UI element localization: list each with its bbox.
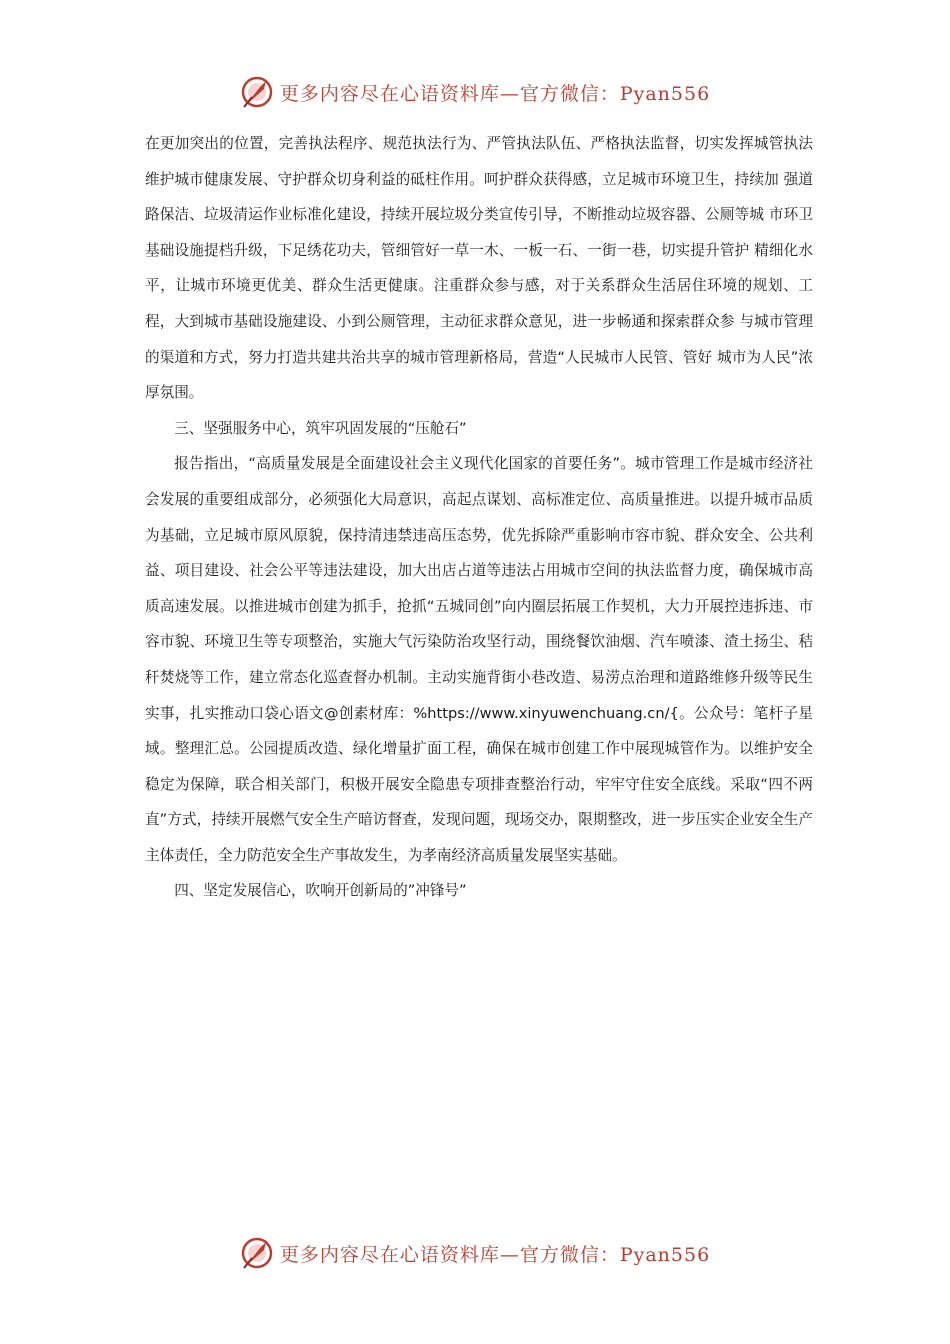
footer-banner bbox=[0, 1233, 950, 1273]
paragraph-2: 报告指出，“高质量发展是全面建设社会主义现代化国家的首要任务”。城市管理工作是城市经济社会发展的重要组成部分，必须强化大局意识，高起点谋划、高标准定位、高质量推进。以提升城市品质为基础，立足城市原风原貌，保持清违禁违高压态势，优先拆除严重影响市容市貌、群众安全、公共利益、项目建设、社会公平等违法建设，加大出店占道等违法占用城市空间的执法监督力度，确保城市高质高速发展。以推进城市创建为抓手，抢抓“五城同创”向内圈层拓展工作契机，大力开展控违拆违、市容市貌、环境卫生等专项整治，实施大气污染防治攻坚行动，围绕餐饮油烟、汽车喷漆、渣土扬尘、秸秆焚烧等工作，建立常态化巡查督办机制。主动实施背街小巷改造、易涝点治理和道路维修升级等民生实事，扎实推动口袋心语文@创素材库：%https://www.xinyuwenchuang.cn/{。公众号：笔杆子星域。整理汇总。公园提质改造、绿化增量扩面工程，确保在城市创建工作中展现城管作为。以维护安全稳定为保障，联合相关部门，积极开展安全隐患专项排查整治行动，牢牢守住安全底线。采取“四不两直”方式，持续开展燃气安全生产暗访督查，发现问题，现场交办，限期整改，进一步压实企业安全生产主体责任，全力防范安全生产事故发生，为孝南经济高质量发展坚实基础。 bbox=[145, 455, 813, 864]
section-heading-3: 三、坚强服务中心，筑牢巩固发展的“压舱石” bbox=[174, 419, 467, 437]
header-banner-text: 更多内容尽在心语资料库—官方微信：Pyan556 bbox=[279, 82, 711, 105]
header-banner bbox=[0, 72, 950, 112]
paragraph-1: 在更加突出的位置，完善执法程序、规范执法行为、严管执法队伍、严格执法监督，切实发挥城管执法维护城市健康发展、守护群众切身利益的砥柱作用。呵护群众获得感，立足城市环境卫生，持续加 强道路保洁、垃圾清运作业标准化建设，持续开展垃圾分类宣传引导，不断推动垃圾容器、公厕等城 市环卫基础设施提档升级，下足绣花功夫，管细管好一草一木、一板一石、一街一巷，切实提升管护 精细化水平，让城市环境更优美、群众生活更健康。注重群众参与感，对于关系群众生活居住环境的规划、工程，大到城市基础设施建设、小到公厕管理，主动征求群众意见，进一步畅通和探索群众参 与城市管理的渠道和方式，努力打造共建共治共享的城市管理新格局，营造“人民城市人民管、管好 城市为人民”浓厚氛围。 bbox=[145, 135, 813, 402]
quill-circle-icon bbox=[240, 1236, 274, 1270]
section-heading-4: 四、坚定发展信心，吹响开创新局的”冲锋号” bbox=[174, 882, 467, 900]
document-body bbox=[145, 126, 813, 909]
footer-banner-text: 更多内容尽在心语资料库—官方微信：Pyan556 bbox=[279, 1243, 711, 1266]
quill-circle-icon bbox=[240, 75, 274, 109]
